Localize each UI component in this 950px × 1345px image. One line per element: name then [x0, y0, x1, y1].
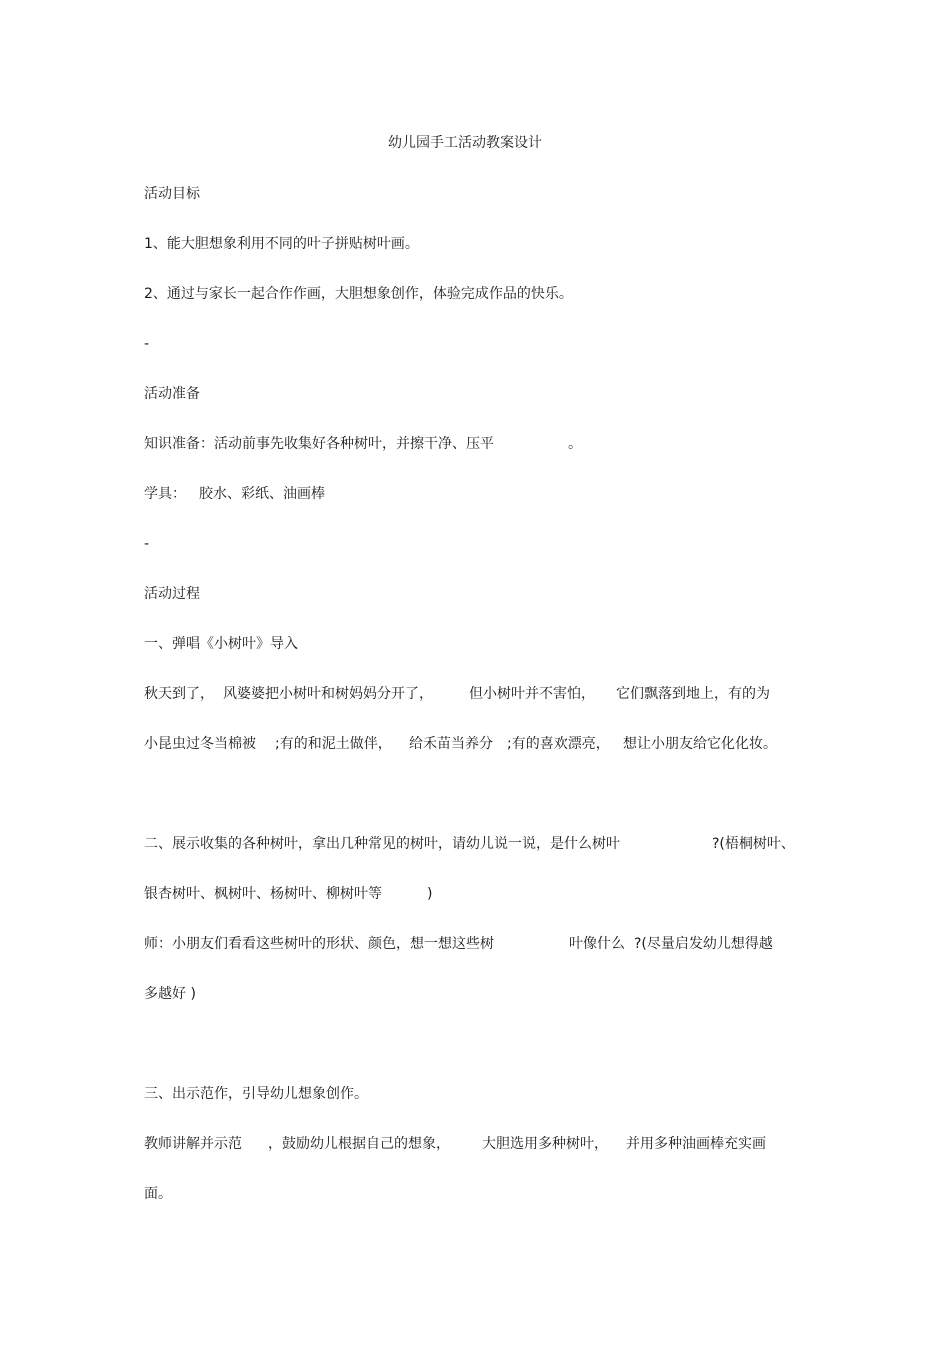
step3-line-2: 面。 [144, 1186, 172, 1202]
step2-line-4: 多越好 ) [144, 986, 196, 1002]
process-heading: 活动过程 [144, 586, 200, 602]
step1-text: 风婆婆把小树叶和树妈妈分开了， [223, 686, 433, 702]
step1-text: 小昆虫过冬当棉被 [144, 736, 256, 752]
step2-text: 二、展示收集的各种树叶，拿出几种常见的树叶，请幼儿说一说，是什么树叶 [144, 836, 620, 852]
prep-tools-label: 学具： [144, 486, 186, 502]
step3-text: 教师讲解并示范 [144, 1136, 242, 1152]
prep-knowledge-text: 知识准备：活动前事先收集好各种树叶，并擦干净、压平 [144, 436, 494, 452]
step1-text: 给禾苗当养分 [409, 736, 493, 752]
step3-text: 并用多种油画棒充实画 [626, 1136, 766, 1152]
step3-text: ，鼓励幼儿根据自己的想象， [268, 1136, 450, 1152]
step2-text: 叶像什么 [569, 936, 625, 952]
document-title: 幼儿园手工活动教案设计 [388, 135, 542, 151]
prep-heading: 活动准备 [144, 386, 200, 402]
step1-text: ;有的和泥土做伴， [275, 736, 392, 752]
step2-text: ?(梧桐树叶、 [712, 836, 795, 852]
step2-text: 银杏树叶、枫树叶、杨树叶、柳树叶等 [144, 886, 382, 902]
step2-text: ?(尽量启发幼儿想得越 [634, 936, 773, 952]
prep-tools-list: 胶水、彩纸、油画棒 [199, 486, 325, 502]
step1-text: ;有的喜欢漂亮， [507, 736, 610, 752]
step1-text: 它们飘落到地上，有的为 [616, 686, 770, 702]
step2-text: 师：小朋友们看看这些树叶的形状、颜色，想一想这些树 [144, 936, 494, 952]
goals-heading: 活动目标 [144, 186, 200, 202]
separator: - [144, 536, 150, 552]
step1-title: 一、弹唱《小树叶》导入 [144, 636, 298, 652]
step1-text: 但小树叶并不害怕， [469, 686, 595, 702]
step3-title: 三、出示范作，引导幼儿想象创作。 [144, 1086, 368, 1102]
step1-text: 想让小朋友给它化化妆。 [623, 736, 777, 752]
step1-text: 秋天到了， [144, 686, 214, 702]
prep-tools-line [144, 485, 844, 557]
separator: - [144, 336, 150, 352]
prep-knowledge-end: 。 [568, 436, 582, 452]
step2-text: ) [427, 886, 433, 902]
step2-line-3 [144, 935, 844, 1025]
step3-line-1 [144, 1135, 844, 1243]
goal-item-2: 2、通过与家长一起合作作画，大胆想象创作，体验完成作品的快乐。 [144, 286, 573, 302]
step3-text: 大胆选用多种树叶， [482, 1136, 608, 1152]
goal-item-1: 1、能大胆想象利用不同的叶子拼贴树叶画。 [144, 236, 419, 252]
